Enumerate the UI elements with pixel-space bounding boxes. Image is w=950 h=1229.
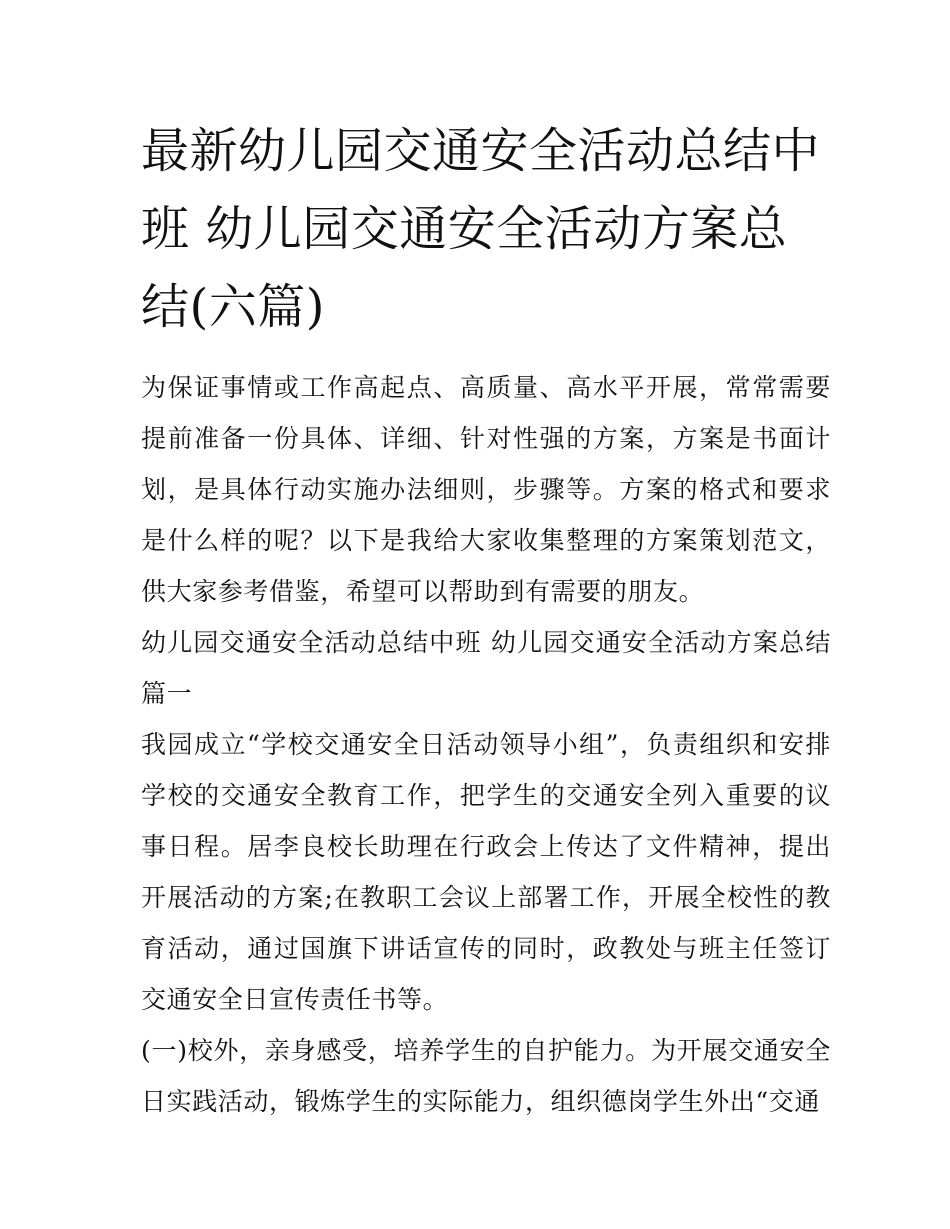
body-paragraph: (一)校外，亲身感受，培养学生的自护能力。为开展交通安全日实践活动，锻炼学生的实际能力，组织德岗学生外出“交通 [141,1036,831,1116]
section-heading: 幼儿园交通安全活动总结中班 幼儿园交通安全活动方案总结篇一 [141,628,831,708]
body-paragraph: 我园成立“学校交通安全日活动领导小组”，负责组织和安排学校的交通安全教育工作，把学生的交通安全列入重要的议事日程。居李良校长助理在行政会上传达了文件精神，提出开展活动的方案;在教职工会议上部署工作，开展全校性的教育活动，通过国旗下讲话宣传的同时，政教处与班主任签订交通安全日宣传责任书等。 [141,730,831,1014]
document-title: 最新幼儿园交通安全活动总结中班 幼儿园交通安全活动方案总结(六篇) [141,123,821,335]
document-body [141,112,831,1127]
intro-paragraph: 为保证事情或工作高起点、高质量、高水平开展，常常需要提前准备一份具体、详细、针对性强的方案，方案是书面计划，是具体行动实施办法细则，步骤等。方案的格式和要求是什么样的呢？以下是我给大家收集整理的方案策划范文，供大家参考借鉴，希望可以帮助到有需要的朋友。 [141,373,831,606]
